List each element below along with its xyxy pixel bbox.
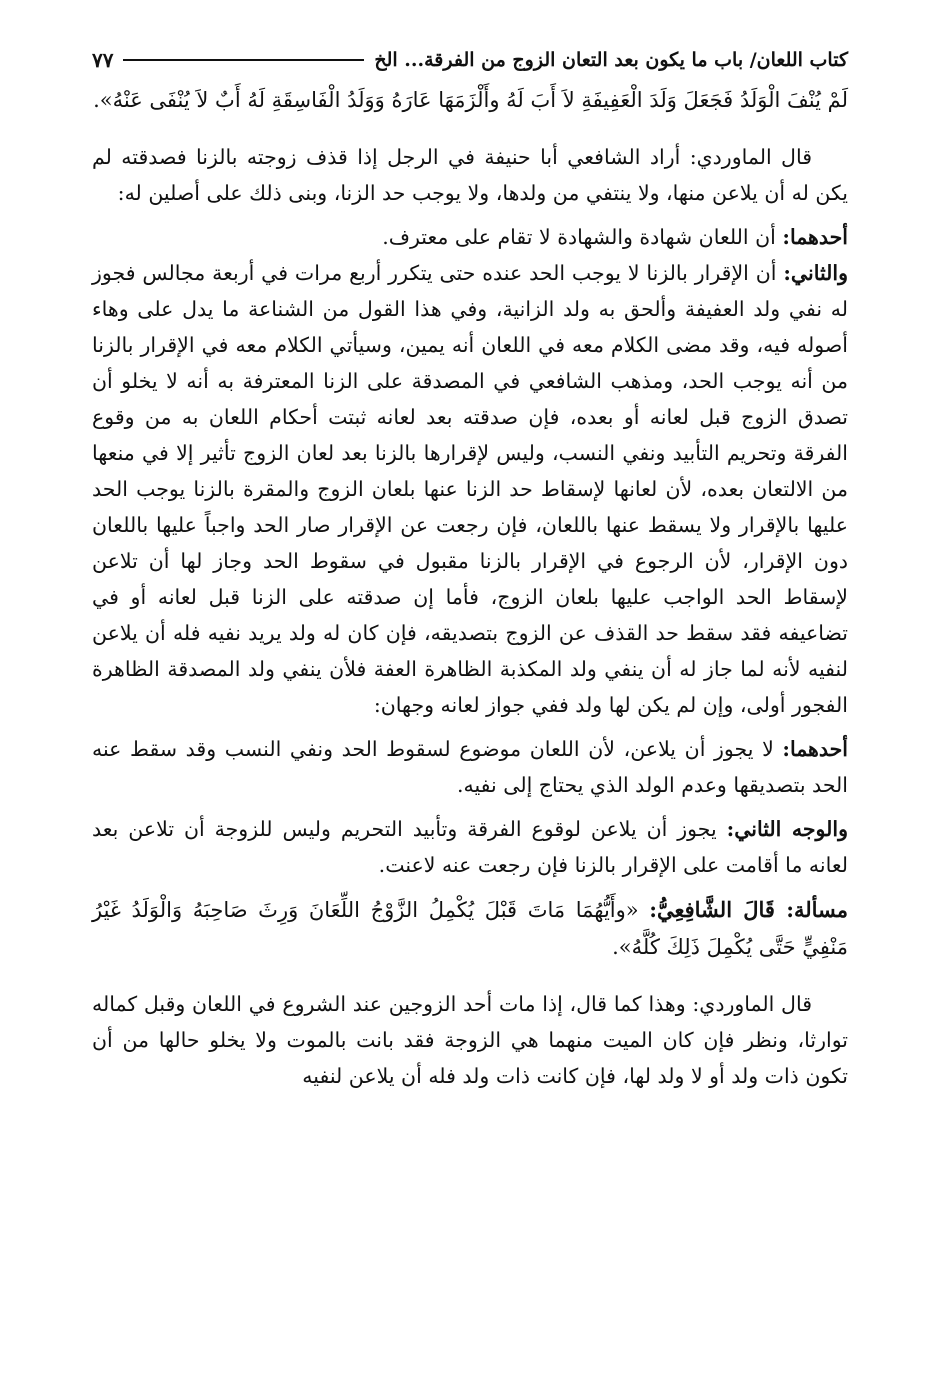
header-rule (123, 59, 364, 61)
paragraph-first-principle (92, 219, 848, 255)
paragraph-lead: أحدهما: (782, 737, 848, 761)
paragraph-text: قال الماوردي: وهذا كما قال، إذا مات أحد الزوجين عند الشروع في اللعان وقبل كماله توارثا، ونظر فإن كان الميت منهما هي الزوجة فقد بانت بالموت ولا يخلو حالها من أن تكون ذات ولد أو لا ولد لها، فإن كانت ذات ولد فله أن يلاعن لنفيه (92, 992, 848, 1088)
paragraph-lead: مسألة: قَالَ الشَّافِعِيُّ: (649, 897, 848, 922)
paragraph-text: يجوز أن يلاعن لوقوع الفرقة وتأبيد التحريم وليس للزوجة أن تلاعن بعد لعانه ما أقامت على الإقرار بالزنا فإن رجعت عنه لاعنت. (92, 817, 848, 877)
paragraph-text: أن اللعان شهادة والشهادة لا تقام على معترف. (382, 225, 783, 249)
paragraph-text: لا يجوز أن يلاعن، لأن اللعان موضوع لسقوط الحد ونفي النسب وقد سقط عنه الحد بتصديقها وعدم الولد الذي يحتاج إلى نفيه. (92, 737, 848, 797)
paragraph-text: قال الماوردي: أراد الشافعي أبا حنيفة في الرجل إذا قذف زوجته بالزنا فصدقته لم يكن له أن يلاعن منها، ولا ينتفي من ولدها، ولا يوجب حد الزنا، وبنى ذلك على أصلين له: (92, 145, 848, 205)
paragraph-text: أن الإقرار بالزنا لا يوجب الحد عنده حتى يتكرر أربع مرات في أربعة مجالس فجوز له نفي ولد العفيفة وألحق به ولد الزانية، وفي هذا القول من الشناعة ما يدل على وهاء أصوله فيه، وقد مضى الكلام معه في اللعان أنه يمين، وسيأتي الكلام معه في الإقرار بالزنا من أنه يوجب الحد، ومذهب الشافعي في المصدقة على الزنا المعترفة به أنه لا يخلو أن تصدق الزوج قبل لعانه أو بعده، فإن صدقته بعد لعانه ثبتت أحكام اللعان به من وقوع الفرقة وتحريم التأبيد ونفي النسب، وليس لإقرارها بالزنا بعد لعان الزوج تأثير إلا في منعها من الالتعان بعده، لأن لعانها لإسقاط حد الزنا عنها بلعان الزوج والمقرة بالزنا يوجب الحد عليها بالإقرار ولا يسقط عنها باللعان، فإن رجعت عن الإقرار صار الحد واجباً عليها باللعان دون الإقرار، لأن الرجوع في الإقرار بالزنا مقبول في سقوط الحد وجاز لها أن تلاعن لإسقاط الحد الواجب عليها بلعان الزوج، فأما إن صدقته على الزنا قبل لعانه أو في تضاعيفه فقد سقط حد القذف عن الزوج بتصديقه، فإن كان له ولد يريد نفيه فله أن يلاعن لنفيه لأنه لما جاز له أن ينفي ولد المكذبة الظاهرة العفة فلأن ينفي ولد المصدقة الظاهرة الفجور أولى، وإن لم يكن لها ولد ففي جواز لعانه وجهان: (92, 261, 848, 717)
page-number: ٧٧ (92, 48, 114, 72)
book-page (92, 42, 848, 1094)
paragraph-mawardi-2 (92, 986, 848, 1094)
running-header-title: كتاب اللعان/ باب ما يكون بعد التعان الزوج من الفرقة... الخ (374, 49, 848, 71)
paragraph-text: «وأَيُّهُمَا مَاتَ قَبْلَ يُكْمِلُ الزَّوْجُ اللِّعَانَ وَرِثَ صَاحِبَهُ وَالْوَلَدُ غَيْرُ مَنْفِيٍّ حَتَّى يُكْمِلَ ذَلِكَ كُلَّهُ». (92, 898, 848, 959)
running-header (92, 42, 848, 78)
paragraph-lead: والثاني: (783, 261, 848, 285)
paragraph-mawardi-1 (92, 139, 848, 211)
paragraph-second-view (92, 811, 848, 883)
paragraph-first-view (92, 731, 848, 803)
paragraph-second-principle (92, 255, 848, 723)
hadith-quote-continuation (92, 82, 848, 119)
masala-statement (92, 891, 848, 966)
paragraph-text: لَمْ يُنْفَ الْوَلَدُ فَجَعَلَ وَلَدَ الْعَفِيفَةِ لاَ أَبَ لَهُ وأَلْزَمَهَا عَارَهُ وَوَلَدُ الْفَاسِقَةِ لَهُ أَبٌ لاَ يُنْفَى عَنْهُ». (93, 88, 848, 112)
paragraph-lead: أحدهما: (782, 225, 848, 249)
paragraph-lead: والوجه الثاني: (726, 817, 848, 841)
